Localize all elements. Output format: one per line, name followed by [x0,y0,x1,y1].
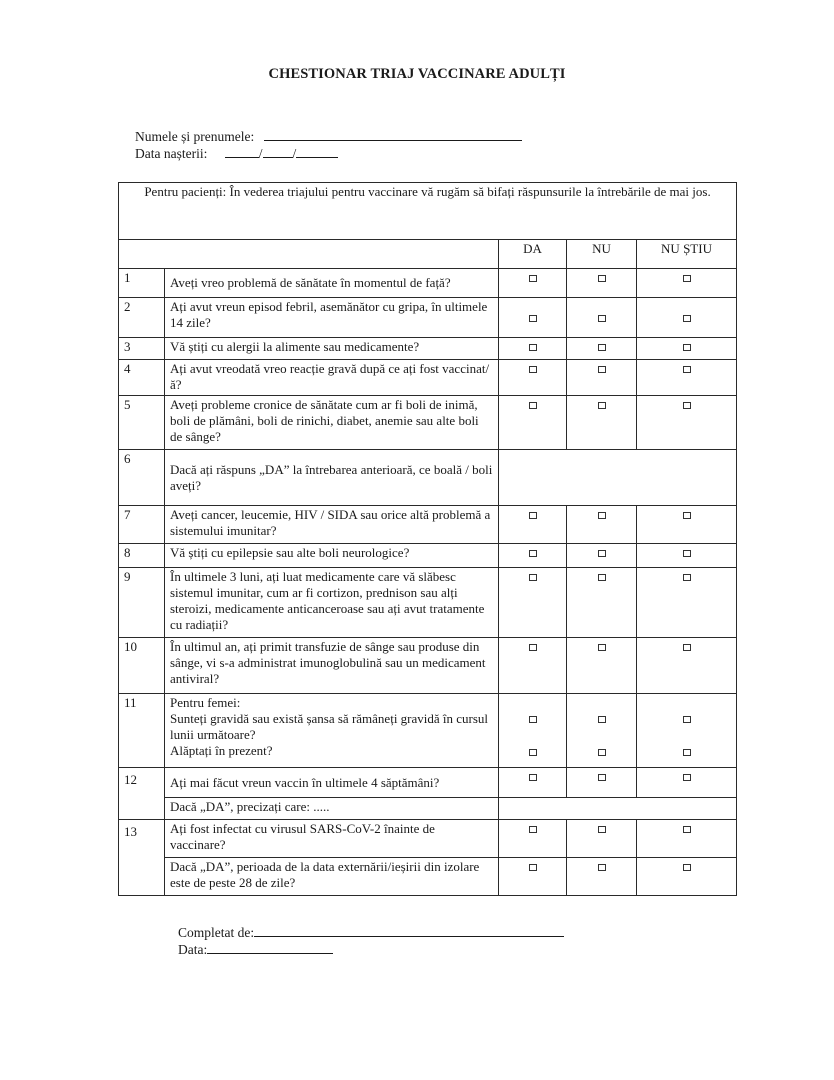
question-number: 12 [119,768,165,820]
checkbox-da[interactable] [499,568,567,638]
checkbox-icon [683,512,691,519]
checkbox-nu[interactable] [567,544,637,568]
checkbox-da[interactable] [499,298,567,338]
checkbox-icon [598,366,606,373]
checkbox-icon [598,550,606,557]
question-text: În ultimele 3 luni, ați luat medicamente care vă slăbesc sistemul imunitar, cum ar fi cortizon, prednison sau alți steroizi, medicamente anticanceroase sau ați avut tratamente cu radiații? [165,568,499,638]
checkbox-icon [598,402,606,409]
checkbox-icon [598,574,606,581]
checkbox-da[interactable] [499,396,567,450]
checkbox-nu-stiu[interactable] [637,820,737,858]
checkbox-icon [598,864,606,871]
checkbox-icon[interactable] [529,716,537,723]
checkbox-nu-stiu[interactable] [637,858,737,896]
checkbox-nu[interactable] [567,360,637,396]
question-text-line: Alăptați în prezent? [170,743,273,758]
question-row-11 [119,694,737,768]
question-row-8 [119,544,737,568]
checkbox-icon [598,512,606,519]
checkbox-icon [529,512,537,519]
question-text-line: Sunteți gravidă sau există șansa să rămâneți gravidă în cursul lunii următoare? [170,711,489,742]
checkbox-da[interactable] [499,269,567,298]
questionnaire-table [118,182,737,896]
question-number: 3 [119,338,165,360]
question-text: Ați mai făcut vreun vaccin în ultimele 4 săptămâni? [165,768,499,798]
checkbox-nu[interactable] [567,396,637,450]
checkbox-icon [529,550,537,557]
checkbox-da[interactable] [499,768,567,798]
birth-day-field[interactable] [225,145,259,158]
checkbox-icon [683,864,691,871]
question-row-1 [119,269,737,298]
question-number: 2 [119,298,165,338]
checkbox-nu-stiu-group [637,694,737,768]
question-row-13 [119,820,737,858]
answer-field[interactable] [499,798,737,820]
checkbox-icon [529,864,537,871]
question-row-10 [119,638,737,694]
date-separator: / [292,146,297,161]
checkbox-icon[interactable] [598,716,606,723]
birth-label: Data nașterii: [135,146,208,161]
question-text: Aveți vreo problemă de sănătate în momentul de față? [165,269,499,298]
instructions: Pentru pacienți: În vederea triajului pentru vaccinare vă rugăm să bifați răspunsurile la întrebările de mai jos. [119,183,737,240]
question-heading: Pentru femei: [170,695,241,710]
checkbox-nu[interactable] [567,568,637,638]
checkbox-icon [598,275,606,282]
checkbox-nu[interactable] [567,298,637,338]
question-row-13-followup [119,858,737,896]
checkbox-nu-stiu[interactable] [637,269,737,298]
checkbox-icon [598,315,606,322]
question-text: Ați avut vreun episod febril, asemănător cu gripa, în ultimele 14 zile? [165,298,499,338]
followup-text: Dacă „DA”, precizați care: ..... [165,798,499,820]
question-row-7 [119,506,737,544]
birth-row [135,145,522,162]
checkbox-icon[interactable] [529,749,537,756]
question-number: 6 [119,450,165,506]
checkbox-nu-stiu[interactable] [637,768,737,798]
date-field[interactable] [207,941,333,954]
checkbox-icon [683,644,691,651]
checkbox-icon [683,774,691,781]
date-label: Data: [178,942,208,957]
question-number: 5 [119,396,165,450]
question-number: 9 [119,568,165,638]
checkbox-icon [529,402,537,409]
checkbox-icon [683,826,691,833]
checkbox-icon [598,644,606,651]
followup-text: Dacă „DA”, perioada de la data externării/ieșirii din izolare este de peste 28 de zile? [165,858,499,896]
question-text: Ați fost infectat cu virusul SARS-CoV-2 înainte de vaccinare? [165,820,499,858]
checkbox-nu-stiu[interactable] [637,338,737,360]
checkbox-nu[interactable] [567,506,637,544]
completed-field[interactable] [254,924,564,937]
question-number: 8 [119,544,165,568]
signature-block [178,924,564,958]
checkbox-da[interactable] [499,638,567,694]
identification-block [135,128,522,162]
birth-year-field[interactable] [296,145,338,158]
checkbox-nu[interactable] [567,269,637,298]
question-number: 7 [119,506,165,544]
question-text: În ultimul an, ați primit transfuzie de sânge sau produse din sânge, vi s-a administrat imunoglobulină sau un medicament antiviral? [165,638,499,694]
checkbox-icon [683,275,691,282]
completed-row [178,924,564,941]
checkbox-da[interactable] [499,858,567,896]
question-text [165,694,499,768]
date-separator: / [258,146,263,161]
checkbox-nu-stiu[interactable] [637,298,737,338]
question-number: 11 [119,694,165,768]
checkbox-icon [529,574,537,581]
name-label: Numele și prenumele: [135,129,255,144]
checkbox-icon[interactable] [683,749,691,756]
checkbox-icon [529,275,537,282]
checkbox-nu[interactable] [567,338,637,360]
checkbox-nu-stiu[interactable] [637,638,737,694]
question-text: Vă știți cu epilepsie sau alte boli neurologice? [165,544,499,568]
question-text: Vă știți cu alergii la alimente sau medicamente? [165,338,499,360]
column-header-nu-stiu: NU ȘTIU [637,240,737,269]
form-title: CHESTIONAR TRIAJ VACCINARE ADULȚI [268,66,566,82]
column-header-nu: NU [567,240,637,269]
checkbox-nu[interactable] [567,638,637,694]
checkbox-nu-stiu[interactable] [637,506,737,544]
checkbox-da[interactable] [499,360,567,396]
checkbox-icon [529,644,537,651]
checkbox-icon [683,402,691,409]
checkbox-nu[interactable] [567,820,637,858]
checkbox-icon[interactable] [683,716,691,723]
question-row-9 [119,568,737,638]
question-row-3 [119,338,737,360]
question-number: 13 [119,820,165,896]
date-row [178,941,564,958]
column-header-da: DA [499,240,567,269]
checkbox-icon [683,366,691,373]
checkbox-icon [598,774,606,781]
checkbox-icon [683,574,691,581]
checkbox-icon [683,315,691,322]
question-text: Aveți cancer, leucemie, HIV / SIDA sau orice altă problemă a sistemului imunitar? [165,506,499,544]
question-text: Ați avut vreodată vreo reacție gravă după ce ați fost vaccinat/ă? [165,360,499,396]
checkbox-icon [529,315,537,322]
question-row-12-followup [119,798,737,820]
name-field[interactable] [264,128,522,141]
question-row-2 [119,298,737,338]
checkbox-icon [529,366,537,373]
checkbox-da[interactable] [499,544,567,568]
checkbox-icon [529,774,537,781]
checkbox-nu-stiu[interactable] [637,396,737,450]
checkbox-nu-stiu[interactable] [637,568,737,638]
question-row-4 [119,360,737,396]
answer-field[interactable] [499,450,737,506]
question-number: 1 [119,269,165,298]
checkbox-icon [683,550,691,557]
question-number: 10 [119,638,165,694]
question-row-6 [119,450,737,506]
checkbox-nu-stiu[interactable] [637,360,737,396]
checkbox-da[interactable] [499,506,567,544]
question-text: Dacă ați răspuns „DA” la întrebarea anterioară, ce boală / boli aveți? [165,450,499,506]
checkbox-da-group [499,694,567,768]
checkbox-icon [598,826,606,833]
checkbox-icon [529,826,537,833]
checkbox-icon [529,344,537,351]
completed-label: Completat de: [178,925,255,940]
header-blank [119,240,499,269]
birth-month-field[interactable] [263,145,293,158]
checkbox-da[interactable] [499,338,567,360]
checkbox-nu-group [567,694,637,768]
name-row [135,128,522,145]
checkbox-icon [683,344,691,351]
checkbox-da[interactable] [499,820,567,858]
checkbox-nu[interactable] [567,768,637,798]
question-number: 4 [119,360,165,396]
checkbox-icon [598,344,606,351]
checkbox-nu[interactable] [567,858,637,896]
checkbox-nu-stiu[interactable] [637,544,737,568]
question-text: Aveți probleme cronice de sănătate cum ar fi boli de inimă, boli de plămâni, boli de rinichi, diabet, anemie sau alte boli de sânge? [165,396,499,450]
checkbox-icon[interactable] [598,749,606,756]
question-row-5 [119,396,737,450]
question-row-12 [119,768,737,798]
